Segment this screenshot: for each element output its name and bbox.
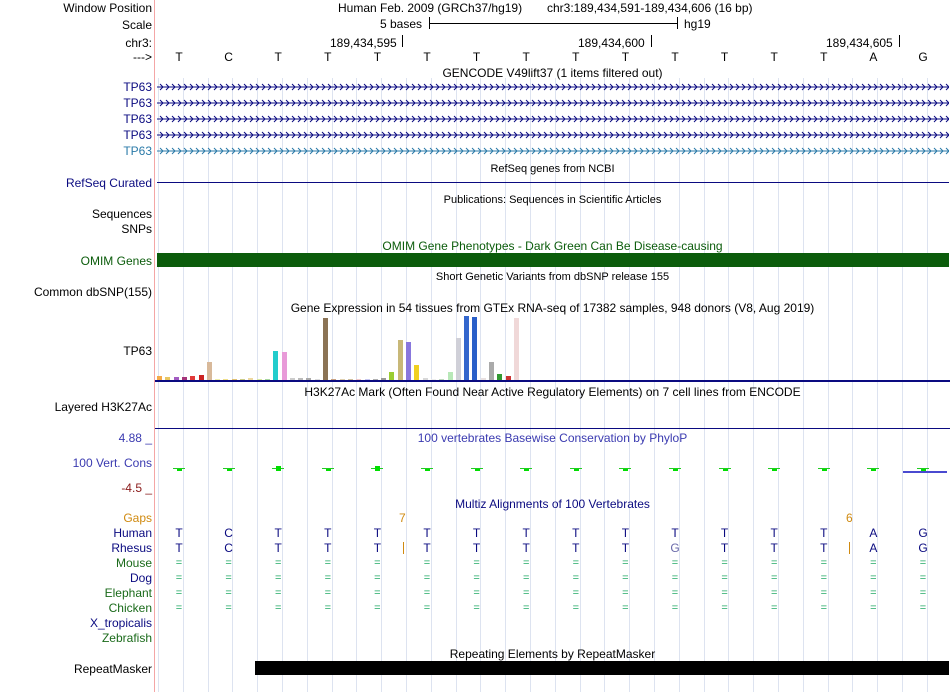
base-letter: G <box>918 50 928 64</box>
alignment-match: = <box>374 602 381 614</box>
species-label[interactable]: Dog <box>129 571 152 585</box>
gtex-tissue-bar[interactable] <box>514 318 519 380</box>
species-label[interactable]: Elephant <box>104 586 152 600</box>
phylop-graph[interactable] <box>155 460 950 476</box>
alignment-match: = <box>919 572 927 584</box>
alignment-match: = <box>820 587 828 599</box>
alignment-match: = <box>919 602 927 614</box>
alignment-base: T <box>522 541 530 555</box>
base-letter: T <box>522 50 530 64</box>
alignment-match: = <box>572 602 580 614</box>
strand-arrows <box>157 145 949 157</box>
alignment-match: = <box>324 572 332 584</box>
gap-count-1: 7 <box>399 511 406 525</box>
gencode-track-title[interactable]: GENCODE V49lift37 (1 items filtered out) <box>442 66 663 80</box>
alignment-base: T <box>820 526 828 540</box>
alignment-match: = <box>225 587 232 599</box>
gtex-tissue-bar[interactable] <box>323 318 328 380</box>
gencode-item-label[interactable]: TP63 <box>123 128 152 142</box>
alignment-match: = <box>225 602 232 614</box>
alignment-match: = <box>274 572 282 584</box>
gaps-label: Gaps <box>123 511 152 525</box>
publications-label-sequences[interactable]: Sequences <box>91 207 152 221</box>
alignment-match: = <box>374 572 381 584</box>
phylop-score-dot <box>425 469 430 471</box>
alignment-match: = <box>473 557 480 569</box>
alignment-base: T <box>373 526 382 540</box>
gtex-tissue-bar[interactable] <box>389 372 394 380</box>
phylop-min-label: -4.5 _ <box>121 481 152 495</box>
species-label[interactable]: Zebrafish <box>101 631 152 645</box>
insertion-marker[interactable] <box>849 542 850 554</box>
alignment-match: = <box>870 602 877 614</box>
gtex-tissue-bar[interactable] <box>448 372 453 380</box>
species-label[interactable]: Rhesus <box>111 541 152 555</box>
alignment-match: = <box>770 602 778 614</box>
phylop-max-label: 4.88 _ <box>118 431 152 445</box>
base-letter: A <box>869 50 878 64</box>
alignment-base: T <box>175 541 183 555</box>
alignment-base: T <box>522 526 530 540</box>
alignment-base: T <box>572 541 580 555</box>
alignment-match: = <box>473 602 480 614</box>
dbsnp-track-title[interactable]: Short Genetic Variants from dbSNP release 155 <box>435 271 670 283</box>
alignment-match: = <box>423 557 431 569</box>
gencode-item-label[interactable]: TP63 <box>123 144 152 158</box>
alignment-match: = <box>374 557 381 569</box>
strand-arrows <box>157 97 949 109</box>
strand-arrows <box>157 81 949 93</box>
alignment-match: = <box>919 557 927 569</box>
alignment-match: = <box>274 587 282 599</box>
alignment-base: T <box>423 541 431 555</box>
refseq-track-line[interactable] <box>157 182 949 183</box>
h3k27ac-baseline <box>155 428 950 429</box>
alignment-base: T <box>373 541 382 555</box>
scale-bar-left-tick <box>429 17 430 29</box>
phylop-score-dot <box>673 469 678 471</box>
gencode-transcript[interactable] <box>157 97 949 109</box>
species-label[interactable]: Mouse <box>115 556 152 570</box>
strand-label: ---> <box>133 50 152 64</box>
position-readout[interactable]: chr3:189,434,591-189,434,606 (16 bp) <box>547 1 753 15</box>
alignment-match: = <box>522 602 530 614</box>
repeatmasker-track-label[interactable]: RepeatMasker <box>73 662 152 676</box>
gtex-tissue-bar[interactable] <box>398 340 403 380</box>
gap-count-2: 6 <box>846 511 853 525</box>
h3k27ac-track-label[interactable]: Layered H3K27Ac <box>54 400 152 414</box>
base-letter: T <box>770 50 778 64</box>
publications-label-snps[interactable]: SNPs <box>121 222 152 236</box>
gencode-transcript[interactable] <box>157 145 949 157</box>
alignment-base: T <box>472 541 481 555</box>
alignment-match: = <box>919 587 927 599</box>
omim-feature-bar[interactable] <box>157 253 949 267</box>
alignment-base: C <box>224 526 233 540</box>
alignment-match: = <box>572 572 580 584</box>
gencode-item-label[interactable]: TP63 <box>123 96 152 110</box>
phylop-score-dot <box>177 469 182 471</box>
alignment-base: T <box>472 526 481 540</box>
alignment-base: T <box>324 541 332 555</box>
alignment-match: = <box>274 602 282 614</box>
alignment-match: = <box>374 587 381 599</box>
alignment-match: = <box>770 557 778 569</box>
coord-tick-3 <box>899 35 900 47</box>
alignment-base: T <box>720 526 729 540</box>
base-letter: T <box>720 50 729 64</box>
gtex-tissue-bar[interactable] <box>472 317 477 380</box>
base-letter: T <box>324 50 332 64</box>
alignment-match: = <box>225 557 232 569</box>
gtex-tissue-bar[interactable] <box>273 351 278 380</box>
alignment-match: = <box>870 587 877 599</box>
insertion-marker[interactable] <box>403 542 404 554</box>
alignment-base: T <box>324 526 332 540</box>
alignment-match: = <box>423 602 431 614</box>
alignment-match: = <box>225 572 232 584</box>
gtex-tissue-bar[interactable] <box>464 316 469 380</box>
coord-tick-label-3: 189,434,605 <box>826 36 893 50</box>
publications-track-title[interactable]: Publications: Sequences in Scientific Articles <box>443 194 662 206</box>
alignment-match: = <box>175 557 183 569</box>
alignment-match: = <box>572 557 580 569</box>
alignment-base: T <box>572 526 580 540</box>
phylop-score-dot <box>375 466 380 471</box>
alignment-match: = <box>721 587 728 599</box>
refseq-track-title[interactable]: RefSeq genes from NCBI <box>490 163 615 175</box>
phylop-score-dot <box>574 469 579 471</box>
base-letter: C <box>224 50 233 64</box>
alignment-base: T <box>621 526 630 540</box>
gtex-tissue-bar[interactable] <box>406 342 411 380</box>
base-letter: T <box>274 50 282 64</box>
alignment-match: = <box>671 587 679 599</box>
alignment-base: A <box>869 541 878 555</box>
gencode-transcript[interactable] <box>157 129 949 141</box>
base-letter: T <box>423 50 431 64</box>
alignment-match: = <box>870 557 877 569</box>
phylop-score-dot <box>623 469 628 471</box>
alignment-match: = <box>572 587 580 599</box>
base-letter: T <box>472 50 481 64</box>
alignment-match: = <box>274 557 282 569</box>
gtex-tissue-bar[interactable] <box>207 362 212 380</box>
alignment-match: = <box>522 587 530 599</box>
h3k27ac-track-title[interactable]: H3K27Ac Mark (Often Found Near Active Regulatory Elements) on 7 cell lines from ENCODE <box>304 385 801 399</box>
alignment-match: = <box>622 587 629 599</box>
base-letter: T <box>175 50 183 64</box>
phylop-score-dot <box>822 469 827 471</box>
dbsnp-track-label[interactable]: Common dbSNP(155) <box>33 285 152 299</box>
alignment-match: = <box>324 557 332 569</box>
gtex-tissue-bar[interactable] <box>456 338 461 380</box>
alignment-base: T <box>770 541 778 555</box>
alignment-match: = <box>820 557 828 569</box>
phylop-track-title[interactable]: 100 vertebrates Basewise Conservation by PhyloP <box>417 431 688 445</box>
strand-arrows <box>157 113 949 125</box>
alignment-match: = <box>671 602 679 614</box>
scale-bar-right-tick <box>677 17 678 29</box>
omim-track-label[interactable]: OMIM Genes <box>80 254 152 268</box>
alignment-base: G <box>918 541 928 555</box>
alignment-match: = <box>770 587 778 599</box>
scale-db: hg19 <box>684 17 711 31</box>
scale-label: Scale <box>121 18 152 32</box>
alignment-base: G <box>670 541 680 555</box>
refseq-track-label[interactable]: RefSeq Curated <box>65 176 152 190</box>
alignment-match: = <box>820 572 828 584</box>
gtex-bar-chart[interactable] <box>157 316 949 380</box>
alignment-match: = <box>721 572 728 584</box>
alignment-match: = <box>175 572 183 584</box>
scale-bar <box>429 23 677 24</box>
alignment-match: = <box>175 602 183 614</box>
scale-text: 5 bases <box>380 17 423 31</box>
phylop-score-dot <box>227 469 232 471</box>
alignment-base: A <box>869 526 878 540</box>
phylop-score-dot <box>772 469 777 471</box>
alignment-match: = <box>820 602 828 614</box>
alignment-match: = <box>473 572 480 584</box>
window-position-label: Window Position <box>63 1 152 15</box>
phylop-score-dot <box>326 469 331 471</box>
gtex-tissue-bar[interactable] <box>282 352 287 380</box>
alignment-match: = <box>522 557 530 569</box>
repeatmasker-track-title[interactable]: Repeating Elements by RepeatMasker <box>449 647 656 661</box>
alignment-base: T <box>621 541 630 555</box>
alignment-match: = <box>423 587 431 599</box>
phylop-track-label[interactable]: 100 Vert. Cons <box>72 456 152 470</box>
alignment-match: = <box>522 572 530 584</box>
coord-tick-label-2: 189,434,600 <box>578 36 645 50</box>
coord-tick-1 <box>402 35 403 47</box>
phylop-negative-segment <box>903 471 947 473</box>
alignment-match: = <box>770 572 778 584</box>
strand-arrows <box>157 129 949 141</box>
gencode-item-label[interactable]: TP63 <box>123 112 152 126</box>
base-sequence-row <box>0 50 950 64</box>
species-label[interactable]: Human <box>113 526 152 540</box>
chrom-label: chr3: <box>125 36 152 50</box>
gencode-item-label[interactable]: TP63 <box>123 80 152 94</box>
alignment-match: = <box>671 572 679 584</box>
base-letter: T <box>572 50 580 64</box>
alignment-match: = <box>671 557 679 569</box>
alignment-base: T <box>671 526 679 540</box>
coord-tick-label-1: 189,434,595 <box>330 36 397 50</box>
gtex-tissue-bar[interactable] <box>414 365 419 380</box>
assembly-title: Human Feb. 2009 (GRCh37/hg19) <box>338 1 523 15</box>
alignment-match: = <box>870 572 877 584</box>
gtex-baseline <box>155 380 950 382</box>
alignment-base: T <box>175 526 183 540</box>
species-label[interactable]: Chicken <box>108 601 152 615</box>
alignment-base: T <box>770 526 778 540</box>
alignment-base: T <box>720 541 729 555</box>
alignment-match: = <box>324 587 332 599</box>
alignment-base: T <box>423 526 431 540</box>
alignment-match: = <box>324 602 332 614</box>
gencode-transcript[interactable] <box>157 113 949 125</box>
alignment-match: = <box>423 572 431 584</box>
phylop-score-dot <box>475 469 480 471</box>
alignment-base: G <box>918 526 928 540</box>
alignment-match: = <box>622 602 629 614</box>
gtex-track-label[interactable]: TP63 <box>123 344 152 358</box>
phylop-score-dot <box>524 469 529 471</box>
omim-track-title[interactable]: OMIM Gene Phenotypes - Dark Green Can Be Disease-causing <box>382 239 723 253</box>
alignment-match: = <box>721 557 728 569</box>
alignment-base: C <box>224 541 233 555</box>
repeatmasker-element-bar[interactable] <box>255 661 949 675</box>
alignment-match: = <box>721 602 728 614</box>
alignment-base: T <box>274 541 282 555</box>
base-letter: T <box>621 50 630 64</box>
gencode-transcript[interactable] <box>157 81 949 93</box>
alignment-match: = <box>622 572 629 584</box>
phylop-score-dot <box>276 466 281 471</box>
alignment-base: T <box>274 526 282 540</box>
phylop-score-dot <box>723 469 728 471</box>
phylop-score-dot <box>871 469 876 471</box>
base-letter: T <box>671 50 679 64</box>
gtex-tissue-bar[interactable] <box>489 362 494 380</box>
multiz-track-title[interactable]: Multiz Alignments of 100 Vertebrates <box>455 497 650 511</box>
alignment-match: = <box>473 587 480 599</box>
alignment-base: T <box>820 541 828 555</box>
base-letter: T <box>373 50 382 64</box>
gtex-track-title[interactable]: Gene Expression in 54 tissues from GTEx RNA-seq of 17382 samples, 948 donors (V8, Aug 2019) <box>290 301 815 315</box>
alignment-match: = <box>175 587 183 599</box>
alignment-match: = <box>622 557 629 569</box>
coord-tick-2 <box>651 35 652 47</box>
base-letter: T <box>820 50 828 64</box>
species-label[interactable]: X_tropicalis <box>89 616 152 630</box>
